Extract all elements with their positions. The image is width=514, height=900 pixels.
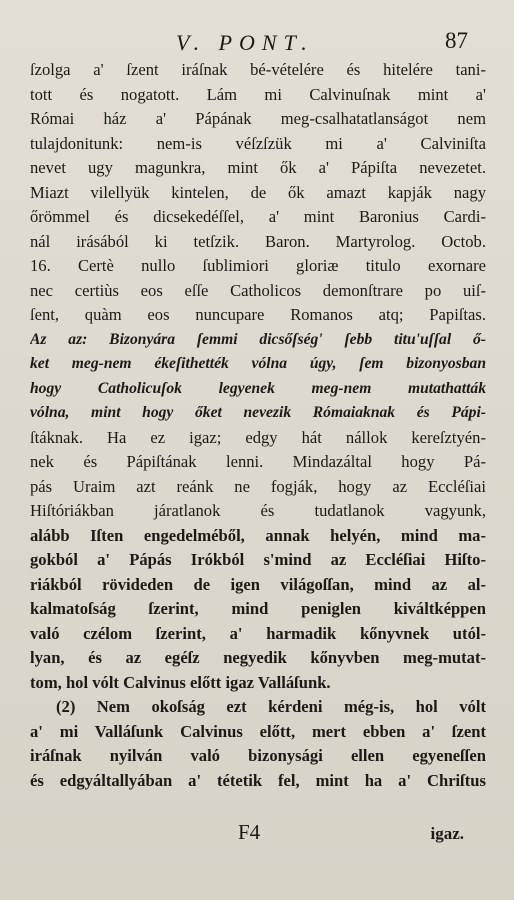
text-line: ket meg-nem ékeſithették vólna úgy, ſem bizonyosban <box>30 355 486 372</box>
text-line: Az az: Bizonyára ſemmi dicsőſség' ſebb titu'uſſal ő- <box>30 330 486 348</box>
text-line: iráſnak nyilván való bizonysági ellen egyeneſſen <box>30 746 486 765</box>
text-line: tulajdonitunk: nem-is véſzſzük mi a' Calviniſta <box>30 133 486 153</box>
page-number: 87 <box>445 28 468 53</box>
text-line: gokból a' Pápás Irókból s'mind az Eccléſiai Hiſto- <box>30 550 486 569</box>
text-line: (2) Nem okoſság ezt kérdeni még-is, hol vólt <box>56 697 486 716</box>
text-line: hogy Catholicuſok legyenek meg-nem mutathatták <box>30 379 486 397</box>
text-line: ſtáknak. Ha ez igaz; edgy hát nállok kereſztyén- <box>30 427 486 447</box>
text-line: 16. Certè nullo ſublimiori gloriæ titulo exornare <box>30 256 486 275</box>
text-line: ſent, quàm eos nuncupare Romanos atq; Papiſtas. <box>30 305 486 324</box>
text-line: való czélom ſzerint, a' harmadik kőnyvnek utól- <box>30 623 486 643</box>
text-line: nál irásából ki tetſzik. Baron. Martyrolog. Octob. <box>30 231 486 251</box>
text-line: tom, hol vólt Calvinus előtt igaz Valláſunk. <box>30 672 331 692</box>
text-line: riákból rövideden de igen világoſſan, mind az al- <box>30 574 486 594</box>
text-line: a' mi Valláſunk Calvinus előtt, mert ebben a' ſzent <box>30 721 486 741</box>
signature-mark: F4 <box>238 820 261 844</box>
text-line: őrömmel és dicsekedéſſel, a' mint Baronius Cardi- <box>30 207 486 226</box>
text-line: lyan, és az egéſz negyedik kőnyvben meg-mutat- <box>30 648 486 667</box>
text-line: nevet ugy magunkra, mint ők a' Pápiſta nevezetet. <box>30 158 486 177</box>
page-header <box>0 28 514 58</box>
page-footer <box>0 818 514 852</box>
text-line: Miazt vilellyük kintelen, de ők amazt kapják nagy <box>30 182 486 202</box>
text-line: pás Uraim azt reánk ne fogják, hogy az Eccléſiai <box>30 476 486 496</box>
text-line: Római ház a' Pápának meg-csalhatatlanságot nem <box>30 109 486 128</box>
catchword: igaz. <box>430 824 464 843</box>
text-line: nec certiùs eos eſſe Catholicos demonſtrare po uiſ- <box>30 280 486 300</box>
text-line: alább Iſten engedelméből, annak helyén, mind ma- <box>30 525 486 545</box>
body-text <box>30 58 486 793</box>
text-line: tott és nogatott. Lám mi Calvinuſnak mint a' <box>30 84 486 104</box>
text-line: ſzolga a' ſzent iráſnak bé-vételére és hitelére tani- <box>30 60 486 79</box>
text-line: nek és Pápiſtának lenni. Mindazáltal hogy Pá- <box>30 452 486 471</box>
text-line: és edgyáltallyában a' tétetik fel, mint ha a' Chriſtus <box>30 770 486 790</box>
text-line: vólna, mint hogy őket nevezik Rómaiaknak és Pápi- <box>30 404 486 421</box>
text-line: kalmatoſság ſzerint, mind peniglen kiváltképpen <box>30 599 486 618</box>
running-title: V. PONT. <box>176 30 314 55</box>
text-line: Hiſtóriákban járatlanok és tudatlanok vagyunk, <box>30 501 486 520</box>
